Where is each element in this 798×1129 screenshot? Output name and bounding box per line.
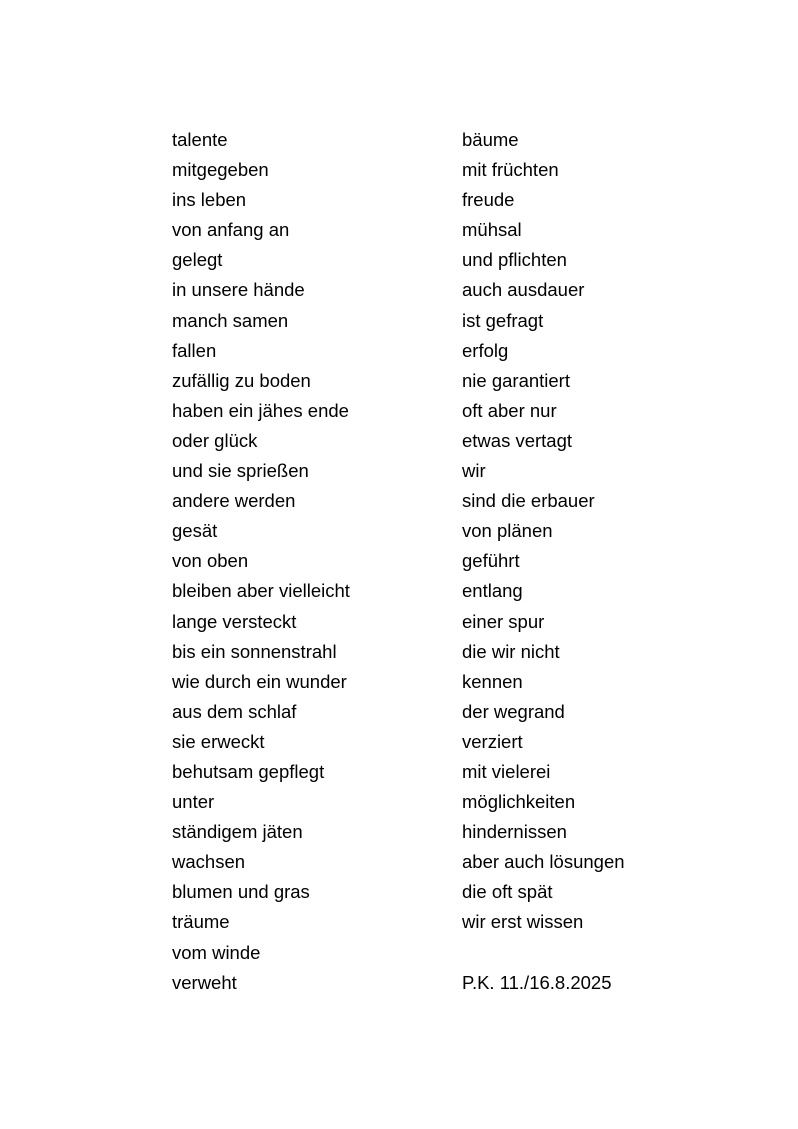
poem-line: freude — [462, 189, 515, 211]
poem-line: verziert — [462, 730, 523, 752]
poem-line: blumen und gras — [172, 881, 310, 903]
poem-signature: P.K. 11./16.8.2025 — [462, 972, 612, 993]
poem-right-column — [462, 125, 625, 938]
poem-line: lange versteckt — [172, 610, 297, 632]
poem-line: sind die erbauer — [462, 490, 595, 512]
poem-line: manch samen — [172, 309, 289, 331]
poem-line: oder glück — [172, 429, 258, 451]
poem-line: wie durch ein wunder — [172, 670, 347, 692]
poem-line: ins leben — [172, 189, 247, 211]
poem-line: andere werden — [172, 490, 296, 512]
poem-line: oft aber nur — [462, 399, 557, 421]
poem-line: entlang — [462, 580, 523, 602]
poem-line: mühsal — [462, 219, 522, 241]
poem-line: von plänen — [462, 520, 553, 542]
poem-line: kennen — [462, 670, 523, 692]
poem-line: aus dem schlaf — [172, 700, 297, 722]
poem-line: etwas vertagt — [462, 429, 573, 451]
poem-line: einer spur — [462, 610, 545, 632]
poem-line: und pflichten — [462, 249, 567, 271]
poem-line: zufällig zu boden — [172, 369, 311, 391]
poem-line: nie garantiert — [462, 369, 570, 391]
poem-line: unter — [172, 791, 215, 813]
poem-line: bis ein sonnenstrahl — [172, 640, 337, 662]
poem-line: der wegrand — [462, 700, 565, 722]
poem-line: mit früchten — [462, 159, 559, 181]
poem-line: aber auch lösungen — [462, 851, 625, 873]
poem-line: behutsam gepflegt — [172, 760, 325, 782]
poem-line: bäume — [462, 129, 519, 150]
poem-line: in unsere hände — [172, 279, 305, 301]
poem-line: verweht — [172, 971, 237, 993]
poem-line: die oft spät — [462, 881, 553, 903]
poem-line: mitgegeben — [172, 159, 269, 181]
poem-line: von oben — [172, 550, 249, 572]
poem-line: hindernissen — [462, 821, 567, 843]
poem-line: wir — [462, 460, 486, 482]
poem-line: von anfang an — [172, 219, 290, 241]
poem-line: vom winde — [172, 941, 261, 963]
poem-line: mit vielerei — [462, 760, 551, 782]
poem-line: erfolg — [462, 339, 509, 361]
poem-line: und sie sprießen — [172, 460, 309, 482]
poem-line: bleiben aber vielleicht — [172, 580, 350, 602]
poem-line: ist gefragt — [462, 309, 544, 331]
poem-line: möglichkeiten — [462, 791, 576, 813]
poem-line: haben ein jähes ende — [172, 399, 349, 421]
poem-line: die wir nicht — [462, 640, 560, 662]
poem-line: talente — [172, 129, 228, 150]
poem-line: wachsen — [172, 851, 246, 873]
poem-line: ständigem jäten — [172, 821, 303, 843]
poem-line: gesät — [172, 520, 218, 542]
poem-line: auch ausdauer — [462, 279, 585, 301]
poem-line: sie erweckt — [172, 730, 265, 752]
poem-line: wir erst wissen — [462, 911, 584, 933]
poem-left-column — [172, 125, 350, 998]
poem-line: fallen — [172, 339, 217, 361]
poem-line: gelegt — [172, 249, 223, 271]
poem-line: geführt — [462, 550, 520, 572]
poem-line: träume — [172, 911, 230, 933]
